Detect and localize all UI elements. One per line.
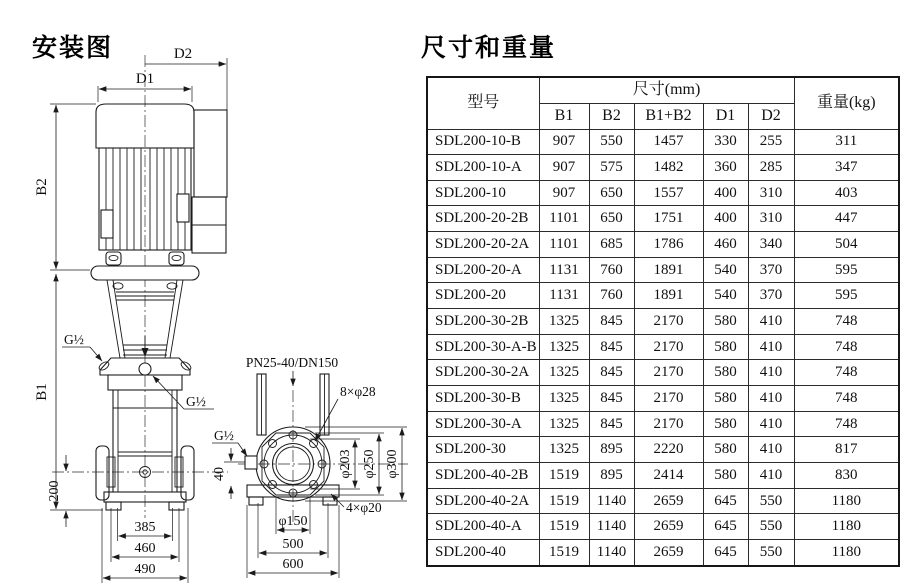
bolt-8-phi28-label: 8×φ28 [340,384,376,399]
cell-d2: 255 [748,129,794,155]
cell-d1: 580 [703,411,748,437]
table-row [427,309,899,335]
dim-label-385: 385 [134,520,156,535]
table-header [427,77,899,129]
cell-model: SDL200-20-2B [427,206,539,232]
header-b1b2: B1+B2 [634,103,703,129]
cell-b1: 907 [539,180,589,206]
cell-weight: 1180 [794,514,899,540]
cell-model: SDL200-40-2B [427,463,539,489]
installation-diagram-title: 安装图 [32,33,114,62]
table-row [427,386,899,412]
cell-b1: 1101 [539,206,589,232]
cell-b1: 907 [539,155,589,181]
cell-model: SDL200-40-A [427,514,539,540]
cell-b1b2: 1457 [634,129,703,155]
cell-d2: 370 [748,257,794,283]
header-b2: B2 [589,103,634,129]
cell-model: SDL200-30-2A [427,360,539,386]
table-row [427,334,899,360]
cell-b2: 650 [589,206,634,232]
cell-d1: 400 [703,206,748,232]
dim-label-500: 500 [282,537,304,552]
cell-weight: 595 [794,257,899,283]
dim-label-200: 200 [47,480,62,502]
cell-d2: 410 [748,463,794,489]
table-row [427,514,899,540]
cell-model: SDL200-10-B [427,129,539,155]
cell-b1b2: 1482 [634,155,703,181]
cell-d2: 310 [748,206,794,232]
table-row [427,540,899,567]
motor-lug-left [101,210,113,238]
cell-b1: 1325 [539,437,589,463]
cell-b1: 1325 [539,334,589,360]
cell-b2: 760 [589,257,634,283]
cell-b2: 845 [589,360,634,386]
cell-b2: 845 [589,309,634,335]
cell-model: SDL200-10-A [427,155,539,181]
cell-d1: 580 [703,309,748,335]
cell-b2: 1140 [589,540,634,567]
cell-b2: 1140 [589,488,634,514]
cell-model: SDL200-30-A-B [427,334,539,360]
cell-model: SDL200-10 [427,180,539,206]
motor-lug-right [177,194,189,222]
cell-d1: 460 [703,232,748,258]
pump-base-front-view [212,355,408,578]
cell-weight: 748 [794,360,899,386]
cell-model: SDL200-30 [427,437,539,463]
cell-d1: 645 [703,514,748,540]
g-half-right-label: G½ [214,428,234,443]
table-row [427,463,899,489]
table-row [427,488,899,514]
header-b1: B1 [539,103,589,129]
cell-d1: 580 [703,386,748,412]
cell-weight: 447 [794,206,899,232]
dim-label-490: 490 [134,562,156,577]
g-half-left-label: G½ [64,332,84,347]
bolt-4-phi20-label: 4×φ20 [346,500,382,515]
cell-b1: 1325 [539,309,589,335]
cell-b1: 1131 [539,257,589,283]
cell-weight: 1180 [794,540,899,567]
cell-b1b2: 2414 [634,463,703,489]
pump-side-view [52,55,228,518]
cell-model: SDL200-30-2B [427,309,539,335]
cell-b1b2: 1891 [634,257,703,283]
table-row [427,155,899,181]
cell-model: SDL200-40-2A [427,488,539,514]
cell-b1b2: 1891 [634,283,703,309]
table-row [427,411,899,437]
cell-b1b2: 1786 [634,232,703,258]
cell-b2: 650 [589,180,634,206]
table-row [427,129,899,155]
table-row [427,232,899,258]
cell-b2: 760 [589,283,634,309]
cell-b1: 907 [539,129,589,155]
cell-d1: 360 [703,155,748,181]
cell-b1b2: 1557 [634,180,703,206]
cell-d2: 410 [748,437,794,463]
cell-b1: 1325 [539,360,589,386]
header-weight: 重量(kg) [794,77,899,129]
cell-weight: 403 [794,180,899,206]
table-row [427,437,899,463]
cell-d1: 580 [703,360,748,386]
cell-weight: 311 [794,129,899,155]
table-row [427,180,899,206]
dim-label-d1: D1 [135,71,155,87]
cell-b1b2: 2170 [634,411,703,437]
table-row [427,206,899,232]
cell-b2: 845 [589,334,634,360]
vent-port [139,363,151,375]
cell-b2: 845 [589,411,634,437]
cell-d2: 310 [748,180,794,206]
cell-d2: 340 [748,232,794,258]
cell-b2: 845 [589,386,634,412]
cell-d2: 410 [748,334,794,360]
dim-label-460: 460 [134,541,156,556]
cell-model: SDL200-40 [427,540,539,567]
cell-weight: 1180 [794,488,899,514]
cell-model: SDL200-30-B [427,386,539,412]
cell-weight: 748 [794,309,899,335]
pn-flange-label: PN25-40/DN150 [245,355,339,370]
cell-d1: 645 [703,540,748,567]
g-half-center-label: G½ [186,394,206,409]
cell-b2: 895 [589,463,634,489]
cell-b1: 1325 [539,386,589,412]
dimensions-weight-title: 尺寸和重量 [421,33,557,62]
cell-b1b2: 2170 [634,386,703,412]
cell-model: SDL200-20-2A [427,232,539,258]
cell-d1: 540 [703,257,748,283]
cell-b2: 895 [589,437,634,463]
cell-d2: 410 [748,360,794,386]
header-d2: D2 [748,103,794,129]
terminal-box [192,110,227,253]
cell-d1: 580 [703,463,748,489]
dim-label-b1: B1 [34,383,50,401]
dimensions-table [426,76,900,567]
dim-label-phi250: φ250 [362,449,377,479]
cell-weight: 817 [794,437,899,463]
cell-weight: 504 [794,232,899,258]
cell-d2: 550 [748,488,794,514]
cell-d2: 550 [748,514,794,540]
cell-weight: 347 [794,155,899,181]
cell-model: SDL200-20-A [427,257,539,283]
header-dims-group: 尺寸(mm) [539,77,794,103]
dim-label-b2: B2 [34,178,50,196]
cell-b1b2: 2220 [634,437,703,463]
cell-b1: 1519 [539,514,589,540]
cell-d1: 540 [703,283,748,309]
cell-b1b2: 2170 [634,309,703,335]
cell-b1b2: 2659 [634,514,703,540]
header-d1: D1 [703,103,748,129]
cell-weight: 748 [794,411,899,437]
cell-d1: 400 [703,180,748,206]
cell-weight: 748 [794,386,899,412]
cell-b1b2: 2170 [634,334,703,360]
cell-d1: 645 [703,488,748,514]
dim-label-40: 40 [212,467,227,481]
cell-model: SDL200-30-A [427,411,539,437]
cell-weight: 748 [794,334,899,360]
header-model: 型号 [427,77,539,129]
cell-d1: 580 [703,334,748,360]
cell-d2: 370 [748,283,794,309]
motor-fins [106,148,185,250]
cell-d2: 410 [748,386,794,412]
cell-b1: 1325 [539,411,589,437]
dim-label-600: 600 [282,557,304,572]
cell-d2: 410 [748,309,794,335]
cell-weight: 595 [794,283,899,309]
cell-b1b2: 1751 [634,206,703,232]
cell-d2: 550 [748,540,794,567]
cell-b1b2: 2659 [634,540,703,567]
dim-label-phi150: φ150 [278,514,308,529]
table-body [427,129,899,566]
dim-label-d2: D2 [173,46,193,62]
cell-b1: 1519 [539,463,589,489]
cell-b1: 1131 [539,283,589,309]
cell-b2: 685 [589,232,634,258]
drain-port [245,456,257,469]
cell-b2: 575 [589,155,634,181]
cell-weight: 830 [794,463,899,489]
cell-b1b2: 2659 [634,488,703,514]
dim-label-phi203: φ203 [338,449,353,479]
table-row [427,360,899,386]
cell-d1: 580 [703,437,748,463]
cell-b1: 1519 [539,488,589,514]
cell-d1: 330 [703,129,748,155]
table-row [427,257,899,283]
cell-d2: 410 [748,411,794,437]
flow-arrow [142,348,149,357]
dim-label-phi300: φ300 [385,449,400,479]
cell-model: SDL200-20 [427,283,539,309]
installation-diagram [0,0,420,586]
cell-b1: 1101 [539,232,589,258]
cell-b2: 1140 [589,514,634,540]
cell-b2: 550 [589,129,634,155]
cell-d2: 285 [748,155,794,181]
table-row [427,283,899,309]
cell-b1: 1519 [539,540,589,567]
cell-b1b2: 2170 [634,360,703,386]
